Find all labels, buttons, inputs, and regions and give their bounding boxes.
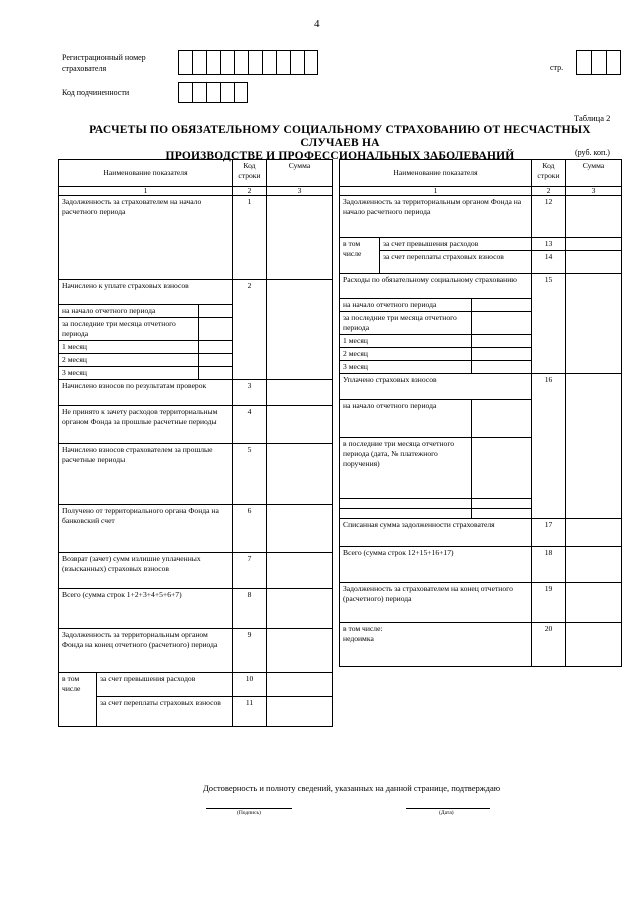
row-15-last3-value[interactable] (472, 312, 532, 335)
confirmation-text: Достоверность и полноту сведений, указанных на данной странице, подтверждаю (203, 783, 501, 793)
row-2-sum[interactable] (267, 280, 333, 380)
row-16-extra-2[interactable] (340, 509, 472, 519)
row-18-name: Всего (сумма строк 12+15+16+17) (340, 547, 532, 583)
row-18-code: 18 (532, 547, 566, 583)
left-including-label: в том числе (59, 673, 97, 727)
row-4-sum[interactable] (267, 406, 333, 444)
page-number: 4 (314, 18, 320, 30)
col-name-header: Наименование показателя (59, 160, 233, 187)
row-15-month-1: 1 месяц (340, 335, 472, 348)
row-3-name: Начислено взносов по результатам проверок (59, 380, 233, 406)
row-1-code: 1 (233, 196, 267, 280)
col-num-2: 2 (233, 187, 267, 196)
row-14-code: 14 (532, 251, 566, 274)
row-3-code: 3 (233, 380, 267, 406)
row-16-name: Уплачено страховых взносов (340, 374, 532, 400)
row-2-month-3-value[interactable] (199, 367, 233, 380)
row-8-code: 8 (233, 589, 267, 629)
row-15-month-1-value[interactable] (472, 335, 532, 348)
row-2-code: 2 (233, 280, 267, 380)
row-9-sum[interactable] (267, 629, 333, 673)
row-20-code: 20 (532, 623, 566, 667)
row-8-sum[interactable] (267, 589, 333, 629)
right-col-num-2: 2 (532, 187, 566, 196)
row-15-start-value[interactable] (472, 299, 532, 312)
row-13-sum[interactable] (566, 238, 622, 251)
row-14-name: за счет переплаты страховых взносов (380, 251, 532, 274)
subordination-field[interactable] (178, 82, 248, 103)
row-2-start-value[interactable] (199, 305, 233, 318)
row-10-name: за счет превышения расходов (97, 673, 233, 697)
date-line[interactable] (406, 808, 490, 809)
row-15-sum[interactable] (566, 274, 622, 374)
row-13-name: за счет превышения расходов (380, 238, 532, 251)
row-15-code: 15 (532, 274, 566, 374)
reg-number-label: Регистрационный номер страхователя (62, 53, 146, 73)
row-1-name: Задолженность за страхователем на начало расчетного периода (59, 196, 233, 280)
row-2-month-1: 1 месяц (59, 341, 199, 354)
row-2-last3-value[interactable] (199, 318, 233, 341)
row-15-month-3-value[interactable] (472, 361, 532, 374)
row-16-extra-1[interactable] (340, 499, 472, 509)
row-17-code: 17 (532, 519, 566, 547)
row-15-last3: за последние три месяца отчетного периода (340, 312, 472, 335)
row-16-extra-1-value[interactable] (472, 499, 532, 509)
left-table (58, 159, 333, 727)
row-2-last3: за последние три месяца отчетного периода (59, 318, 199, 341)
row-9-code: 9 (233, 629, 267, 673)
row-16-extra-2-value[interactable] (472, 509, 532, 519)
row-5-sum[interactable] (267, 444, 333, 505)
row-6-code: 6 (233, 505, 267, 553)
page-title: РАСЧЕТЫ ПО ОБЯЗАТЕЛЬНОМУ СОЦИАЛЬНОМУ СТРАХОВАНИЮ ОТ НЕСЧАСТНЫХ СЛУЧАЕВ НА ПРОИЗВОДСТВЕ И ПРОФЕССИОНАЛЬНЫХ ЗАБОЛЕВАНИЙ (89, 124, 591, 162)
row-15-month-2: 2 месяц (340, 348, 472, 361)
table-number: Таблица 2 (574, 113, 611, 123)
row-2-start: на начало отчетного периода (59, 305, 199, 318)
subordination-label: Код подчиненности (62, 88, 130, 97)
row-2-month-2: 2 месяц (59, 354, 199, 367)
row-15-month-3: 3 месяц (340, 361, 472, 374)
row-12-code: 12 (532, 196, 566, 238)
row-11-code: 11 (233, 697, 267, 727)
col-sum-header: Сумма (267, 160, 333, 187)
row-9-name: Задолженность за территориальным органом Фонда на конец отчетного (расчетного) периода (59, 629, 233, 673)
right-table (339, 159, 622, 667)
row-17-name: Списанная сумма задолженности страхователя (340, 519, 532, 547)
row-10-sum[interactable] (267, 673, 333, 697)
row-15-name: Расходы по обязательному социальному страхованию (340, 274, 532, 299)
row-2-month-2-value[interactable] (199, 354, 233, 367)
row-16-sum[interactable] (566, 374, 622, 519)
row-16-payments: в последние три месяца отчетного периода (дата, № платежного поручения) (340, 438, 472, 499)
row-16-payments-value[interactable] (472, 438, 532, 499)
row-7-name: Возврат (зачет) сумм излишне уплаченных (взысканных) страховых взносов (59, 553, 233, 589)
row-17-sum[interactable] (566, 519, 622, 547)
row-5-code: 5 (233, 444, 267, 505)
row-15-month-2-value[interactable] (472, 348, 532, 361)
page-field[interactable] (576, 50, 621, 75)
date-label: (Дата) (439, 810, 454, 816)
reg-number-field[interactable] (178, 50, 318, 75)
units-label: (руб. коп.) (575, 148, 610, 157)
row-16-start-value[interactable] (472, 400, 532, 438)
page-label: стр. (550, 63, 564, 72)
row-4-name: Не принято к зачету расходов территориальным органом Фонда за прошлые расчетные периоды (59, 406, 233, 444)
row-20-name: в том числе: недоимка (340, 623, 532, 667)
row-15-start: на начало отчетного периода (340, 299, 472, 312)
row-6-sum[interactable] (267, 505, 333, 553)
row-3-sum[interactable] (267, 380, 333, 406)
row-12-name: Задолженность за территориальным органом Фонда на начало расчетного периода (340, 196, 532, 238)
col-code-header: Код строки (233, 160, 267, 187)
col-num-1: 1 (59, 187, 233, 196)
row-7-sum[interactable] (267, 553, 333, 589)
row-16-code: 16 (532, 374, 566, 519)
row-4-code: 4 (233, 406, 267, 444)
row-5-name: Начислено взносов страхователем за прошлые расчетные периоды (59, 444, 233, 505)
row-19-code: 19 (532, 583, 566, 623)
right-col-num-3: 3 (566, 187, 622, 196)
row-11-sum[interactable] (267, 697, 333, 727)
row-14-sum[interactable] (566, 251, 622, 274)
row-2-month-1-value[interactable] (199, 341, 233, 354)
row-13-code: 13 (532, 238, 566, 251)
signature-label: (Подпись) (237, 810, 261, 816)
row-10-code: 10 (233, 673, 267, 697)
row-2-name: Начислено к уплате страховых взносов (59, 280, 233, 305)
row-19-sum[interactable] (566, 583, 622, 623)
row-20-sum[interactable] (566, 623, 622, 667)
right-col-code-header: Код строки (532, 160, 566, 187)
row-18-sum[interactable] (566, 547, 622, 583)
row-12-sum[interactable] (566, 196, 622, 238)
row-1-sum[interactable] (267, 196, 333, 280)
right-including-label: в том числе (340, 238, 380, 274)
col-num-3: 3 (267, 187, 333, 196)
row-11-name: за счет переплаты страховых взносов (97, 697, 233, 727)
row-8-name: Всего (сумма строк 1+2+3+4+5+6+7) (59, 589, 233, 629)
right-col-sum-header: Сумма (566, 160, 622, 187)
row-7-code: 7 (233, 553, 267, 589)
right-col-name-header: Наименование показателя (340, 160, 532, 187)
row-6-name: Получено от территориального органа Фонда на банковский счет (59, 505, 233, 553)
row-2-month-3: 3 месяц (59, 367, 199, 380)
row-19-name: Задолженность за страхователем на конец отчетного (расчетного) периода (340, 583, 532, 623)
signature-line[interactable] (206, 808, 292, 809)
right-col-num-1: 1 (340, 187, 532, 196)
row-16-start: на начало отчетного периода (340, 400, 472, 438)
